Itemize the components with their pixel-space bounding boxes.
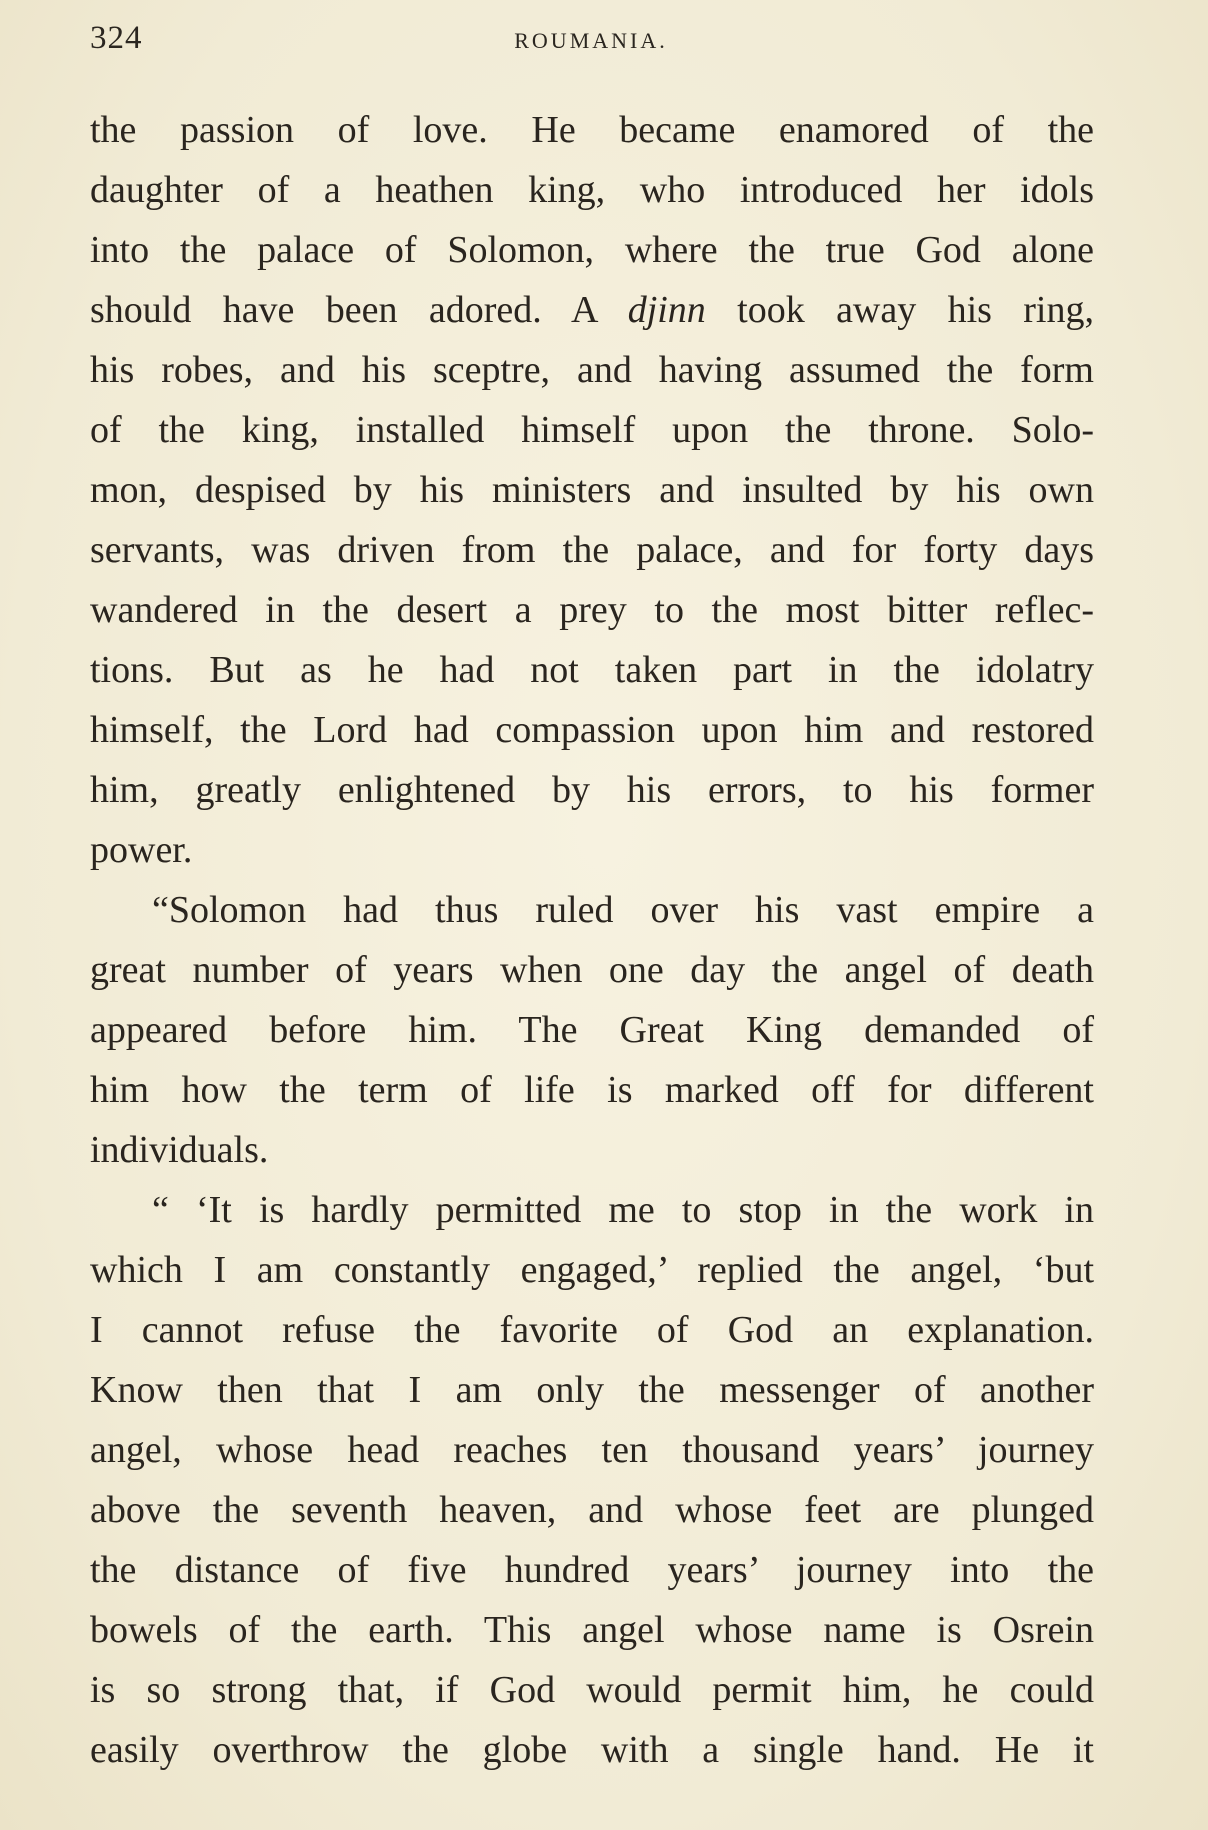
- italic-word: djinn: [627, 289, 706, 331]
- text-line: which I am constantly engaged,’ replied the angel, ‘but: [90, 1249, 1094, 1291]
- text-line: individuals.: [90, 1129, 269, 1171]
- text-line: servants, was driven from the palace, and for forty days: [90, 529, 1094, 571]
- text-line: of the king, installed himself upon the throne. Solo-: [90, 409, 1094, 451]
- body-text: [90, 100, 1094, 1780]
- text-fragment: took away his ring,: [705, 289, 1094, 331]
- text-line: the distance of five hundred years’ journey into the: [90, 1549, 1094, 1591]
- text-fragment: should have been adored. A: [90, 289, 628, 331]
- text-line: great number of years when one day the angel of death: [90, 949, 1094, 991]
- page-number: 324: [90, 20, 143, 56]
- text-line: “ ‘It is hardly permitted me to stop in the work in: [152, 1189, 1094, 1231]
- text-line: appeared before him. The Great King demanded of: [90, 1009, 1094, 1051]
- text-line: the passion of love. He became enamored of the: [90, 109, 1094, 151]
- text-line: mon, despised by his ministers and insulted by his own: [90, 469, 1094, 511]
- text-line: daughter of a heathen king, who introduced her idols: [90, 169, 1094, 211]
- text-line: his robes, and his sceptre, and having assumed the form: [90, 349, 1094, 391]
- text-line: Know then that I am only the messenger of another: [90, 1369, 1094, 1411]
- text-line: tions. But as he had not taken part in the idolatry: [90, 649, 1094, 691]
- text-line: power.: [90, 829, 193, 871]
- text-line: is so strong that, if God would permit him, he could: [90, 1669, 1094, 1711]
- text-line: him, greatly enlightened by his errors, to his former: [90, 769, 1094, 811]
- text-line: himself, the Lord had compassion upon him and restored: [90, 709, 1094, 751]
- text-line: into the palace of Solomon, where the true God alone: [90, 229, 1094, 271]
- text-line: I cannot refuse the favorite of God an explanation.: [90, 1309, 1094, 1351]
- text-line: [90, 280, 1094, 340]
- text-line: him how the term of life is marked off for different: [90, 1069, 1094, 1111]
- text-line: above the seventh heaven, and whose feet are plunged: [90, 1489, 1094, 1531]
- text-line: angel, whose head reaches ten thousand years’ journey: [90, 1429, 1094, 1471]
- page-header: [90, 20, 1092, 70]
- text-line: easily overthrow the globe with a single hand. He it: [90, 1729, 1094, 1771]
- text-line: “Solomon had thus ruled over his vast empire a: [152, 889, 1094, 931]
- text-line: bowels of the earth. This angel whose name is Osrein: [90, 1609, 1094, 1651]
- text-line: wandered in the desert a prey to the most bitter reflec-: [90, 589, 1094, 631]
- running-head: ROUMANIA.: [514, 28, 668, 53]
